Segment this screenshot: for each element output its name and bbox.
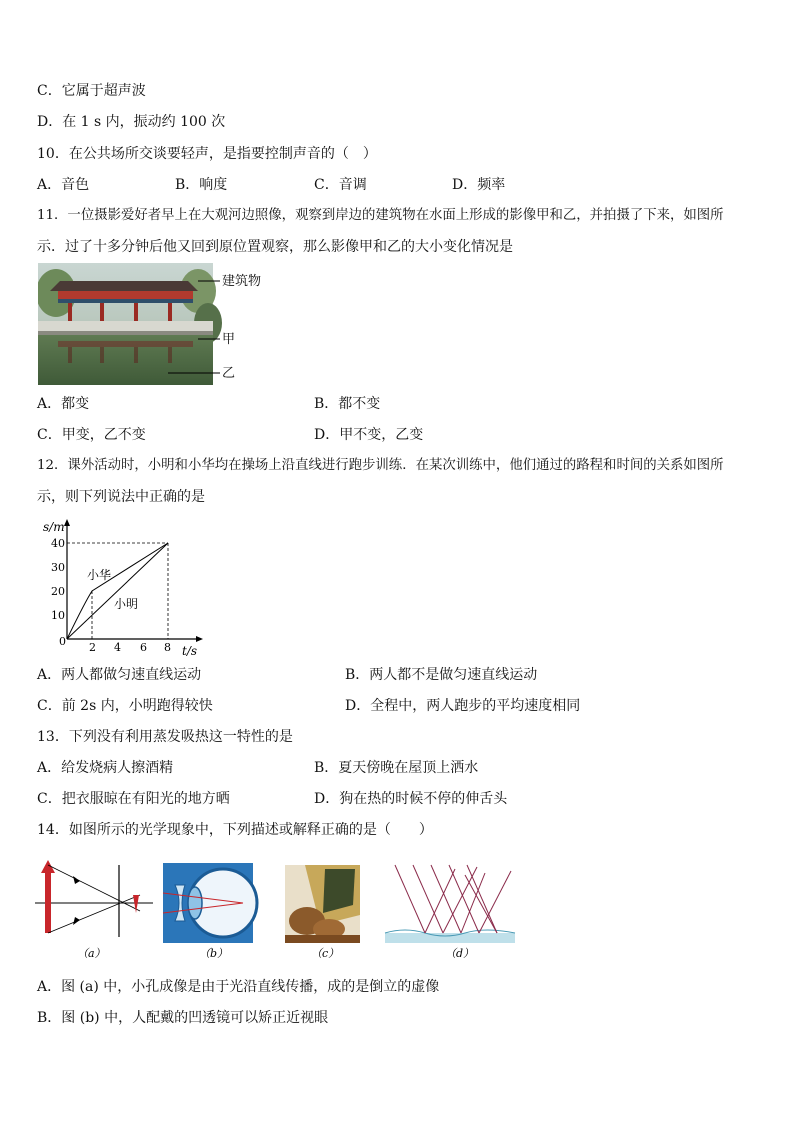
q12-option-b: B．两人都不是做匀速直线运动: [345, 667, 538, 683]
caption-a: （a）: [77, 947, 106, 960]
ytick-40: 40: [51, 537, 65, 550]
q12-graph: [35, 517, 205, 657]
q14-option-b: B．图 (b) 中，人配戴的凹透镜可以矫正近视眼: [37, 1010, 329, 1026]
q10-option-a: A．音色: [37, 177, 90, 193]
q11-photo-figure: [38, 263, 278, 385]
q12-option-a: A．两人都做匀速直线运动: [37, 667, 202, 683]
caption-b: （b）: [199, 947, 229, 960]
q11-stem-line1: 11．一位摄影爱好者早上在大观河边照像，观察到岸边的建筑物在水面上形成的影像甲和乙，并拍摄了下来，如图所: [37, 208, 724, 223]
eye-lens-figure: [163, 863, 257, 960]
q14-stem: 14．如图所示的光学现象中，下列描述或解释正确的是（ ）: [37, 822, 433, 838]
hand-shadow-figure: [285, 865, 360, 960]
label-yi: 乙: [222, 366, 236, 381]
q10-stem: 10．在公共场所交谈要轻声，是指要控制声音的（ ）: [37, 146, 377, 162]
q13-option-c: C．把衣服晾在有阳光的地方晒: [37, 791, 230, 807]
q12-stem-line1: 12．课外活动时，小明和小华均在操场上沿直线进行跑步训练．在某次训练中，他们通过的路程和时间的关系如图所: [37, 458, 724, 473]
ytick-10: 10: [51, 609, 65, 622]
diffuse-reflection-figure: [385, 865, 515, 960]
q11-option-b: B．都不变: [314, 396, 381, 412]
optics-figures: [35, 855, 525, 965]
distance-time-graph: [35, 517, 205, 657]
pinhole-figure: [35, 860, 153, 960]
graph-ylabel: s/m: [43, 520, 65, 534]
q14-option-a: A．图 (a) 中，小孔成像是由于光沿直线传播，成的是倒立的虚像: [37, 979, 440, 995]
q13-stem: 13．下列没有利用蒸发吸热这一特性的是: [37, 729, 293, 745]
q10-option-d: D．频率: [452, 177, 506, 193]
xtick-8: 8: [164, 641, 171, 654]
xtick-2: 2: [89, 641, 96, 654]
q10-option-b: B．响度: [175, 177, 228, 193]
caption-c: （c）: [311, 947, 340, 960]
caption-d: （d）: [445, 947, 475, 960]
label-xiaoming: 小明: [114, 597, 139, 611]
ytick-30: 30: [51, 561, 65, 574]
q13-option-b: B．夏天傍晚在屋顶上洒水: [314, 760, 479, 776]
q13-option-a: A．给发烧病人擦酒精: [37, 760, 174, 776]
ytick-20: 20: [51, 585, 65, 598]
option-c: C．它属于超声波: [37, 83, 146, 99]
xtick-6: 6: [140, 641, 147, 654]
pavilion-reflection-photo: [38, 263, 278, 385]
graph-origin: 0: [59, 635, 66, 648]
xtick-4: 4: [114, 641, 121, 654]
label-building: 建筑物: [222, 274, 262, 289]
q14-figures: [35, 855, 525, 965]
q11-stem-line2: 示．过了十多分钟后他又回到原位置观察，那么影像甲和乙的大小变化情况是: [37, 239, 513, 255]
q11-option-c: C．甲变，乙不变: [37, 427, 146, 443]
label-jia: 甲: [222, 332, 236, 347]
q12-option-d: D．全程中，两人跑步的平均速度相同: [345, 698, 581, 714]
q11-option-a: A．都变: [37, 396, 90, 412]
graph-xlabel: t/s: [182, 644, 198, 657]
q12-option-c: C．前 2s 内，小明跑得较快: [37, 698, 213, 714]
option-d: D．在 1 s 内，振动约 100 次: [37, 114, 226, 130]
q10-option-c: C．音调: [314, 177, 367, 193]
label-xiaohua: 小华: [87, 568, 112, 582]
q13-option-d: D．狗在热的时候不停的伸舌头: [314, 791, 508, 807]
q11-option-d: D．甲不变，乙变: [314, 427, 424, 443]
q12-stem-line2: 示，则下列说法中正确的是: [37, 489, 205, 505]
